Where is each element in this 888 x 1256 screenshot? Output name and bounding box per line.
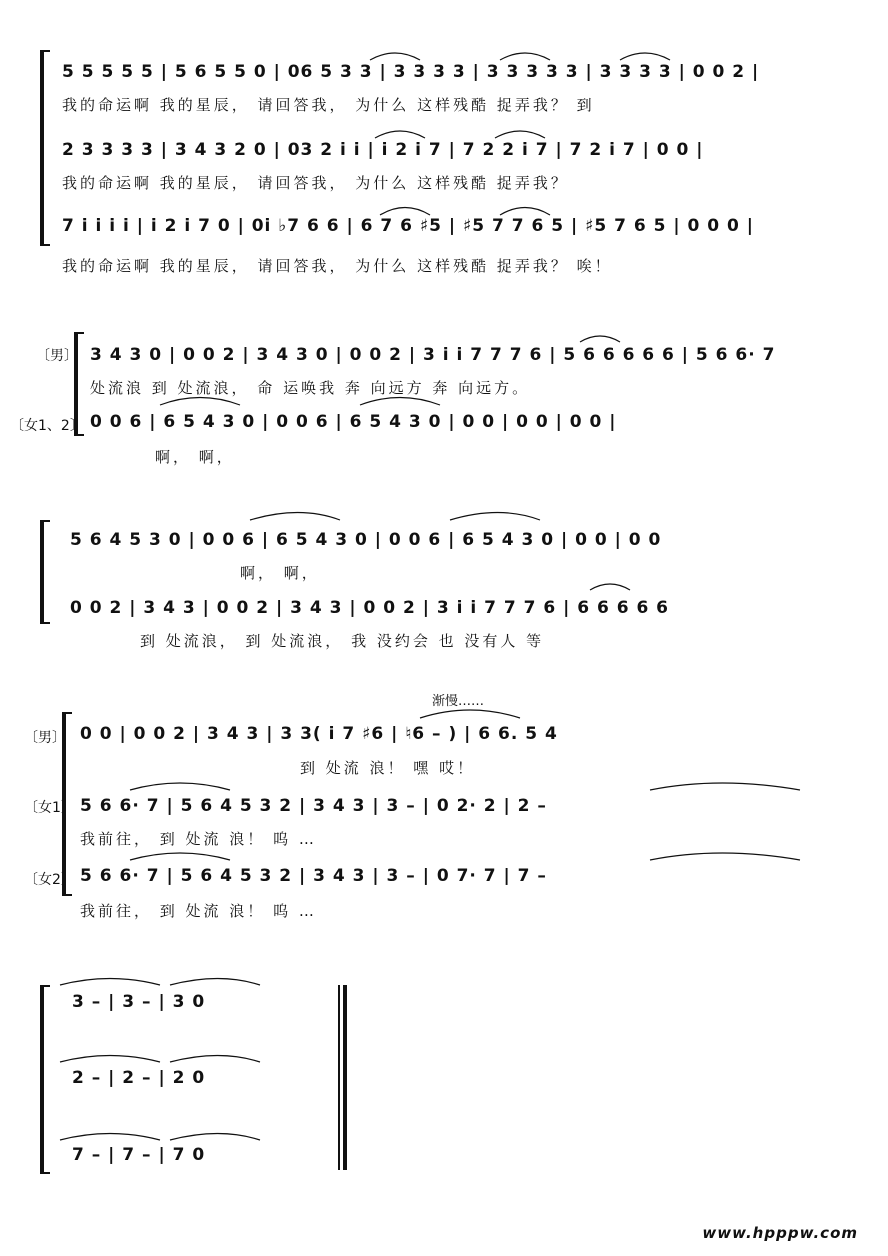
s4-line2-lyric: 我前往， 到 处流 浪！ 呜 …: [80, 830, 317, 848]
s5-line2-notes: 2 – | 2 – | 2 0: [72, 1068, 206, 1088]
s4-line1-notes: 0 0 | 0 0 2 | 3 4 3 | 3 3( i 7 ♯6 | ♮6 – ) | 6 6. 5 4: [80, 724, 558, 744]
s1-line2-lyric: 我的命运啊 我的星辰， 请回答我， 为什么 这样残酷 捉弄我？: [62, 174, 569, 192]
s4-line1-lyric: 到 处流 浪！ 嘿 哎！: [300, 759, 476, 777]
system-bracket: [74, 332, 84, 436]
s3-line2-lyric: 到 处流浪， 到 处流浪， 我 没约会 也 没有人 等: [140, 632, 545, 650]
s1-line1-notes: 5 5 5 5 5 | 5 6 5 5 0 | 06 5 3 3 | 3 3 3 3 | 3 3 3 3 3 | 3 3 3 3 | 0 0 2 |: [62, 62, 760, 82]
s2-line1-notes: 3 4 3 0 | 0 0 2 | 3 4 3 0 | 0 0 2 | 3 i i 7 7 7 6 | 5 6 6 6 6 6 | 5 6 6· 7: [90, 345, 776, 365]
tempo-marking: 渐慢……: [432, 694, 485, 709]
s4-line3-lyric: 我前往， 到 处流 浪！ 呜 …: [80, 902, 317, 920]
site-watermark: www.hpppw.com: [702, 1224, 858, 1242]
system-bracket: [40, 50, 50, 246]
final-barline-thick: [343, 985, 347, 1170]
s1-line1-lyric: 我的命运啊 我的星辰， 请回答我， 为什么 这样残酷 捉弄我？ 到: [62, 96, 595, 114]
s2-line1-lyric: 处流浪 到 处流浪， 命 运唤我 奔 向远方 奔 向远方。: [90, 379, 531, 397]
system-bracket: [40, 520, 50, 624]
system-bracket: [40, 985, 50, 1174]
s2-line2-notes: 0 0 6 | 6 5 4 3 0 | 0 0 6 | 6 5 4 3 0 | 0 0 | 0 0 | 0 0 |: [90, 412, 617, 432]
s5-line3-notes: 7 – | 7 – | 7 0: [72, 1145, 206, 1165]
s2-label-male: 〔男〕: [36, 348, 78, 364]
s4-line2-notes: 5 6 6· 7 | 5 6 4 5 3 2 | 3 4 3 | 3 – | 0 2· 2 | 2 –: [80, 796, 547, 816]
s2-line2-lyric: 啊， 啊，: [155, 448, 235, 466]
s3-line2-notes: 0 0 2 | 3 4 3 | 0 0 2 | 3 4 3 | 0 0 2 | 3 i i 7 7 7 6 | 6 6 6 6 6: [70, 598, 670, 618]
s2-label-female: 〔女1、2〕: [10, 418, 84, 434]
s4-label-female2: 〔女2〕: [24, 872, 75, 888]
s3-line1-lyric: 啊， 啊，: [240, 564, 320, 582]
s5-line1-notes: 3 – | 3 – | 3 0: [72, 992, 206, 1012]
s1-line3-notes: 7 i i i i | i 2 i 7 0 | 0i ♭7 6 6 | 6 7 6 ♯5 | ♯5 7 7 6 5 | ♯5 7 6 5 | 0 0 0 |: [62, 216, 754, 236]
s1-line2-notes: 2 3 3 3 3 | 3 4 3 2 0 | 03 2 i i | i 2 i 7 | 7 2 2 i 7 | 7 2 i 7 | 0 0 |: [62, 140, 704, 160]
s4-line3-notes: 5 6 6· 7 | 5 6 4 5 3 2 | 3 4 3 | 3 – | 0 7· 7 | 7 –: [80, 866, 547, 886]
s3-line1-notes: 5 6 4 5 3 0 | 0 0 6 | 6 5 4 3 0 | 0 0 6 | 6 5 4 3 0 | 0 0 | 0 0: [70, 530, 662, 550]
system-bracket: [62, 712, 72, 896]
s1-line3-lyric: 我的命运啊 我的星辰， 请回答我， 为什么 这样残酷 捉弄我？ 唉！: [62, 257, 613, 275]
final-barline-thin: [338, 985, 340, 1170]
s4-label-female1: 〔女1〕: [24, 800, 75, 816]
s4-label-male: 〔男〕: [24, 730, 66, 746]
